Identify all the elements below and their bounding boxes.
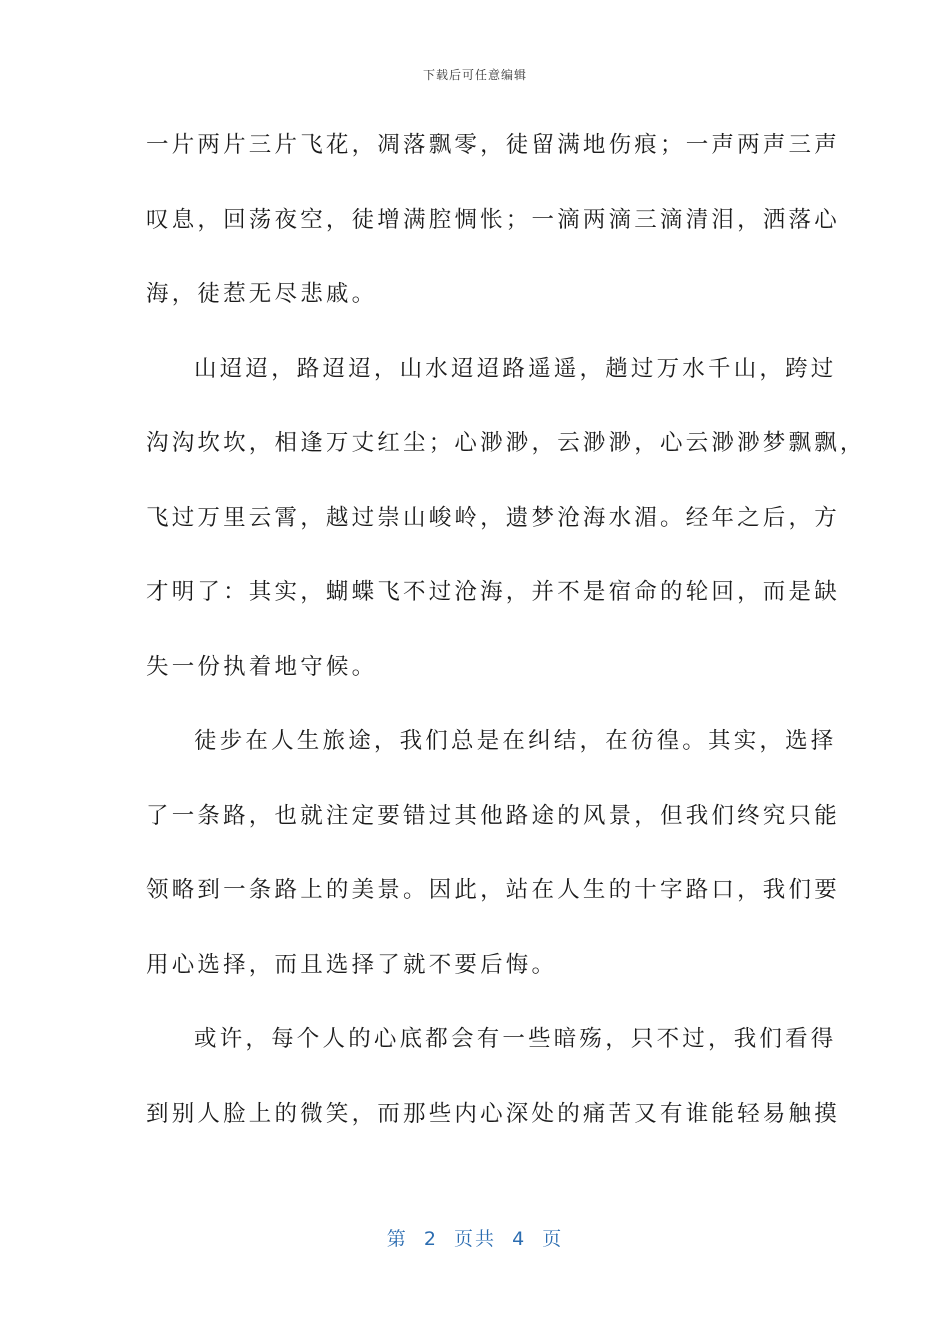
paragraph-3-line-2: 了一条路，也就注定要错过其他路途的风景，但我们终究只能 — [146, 802, 840, 829]
paragraph-3-line-1: 徒步在人生旅途，我们总是在纠结，在彷徨。其实，选择 — [194, 728, 837, 754]
paragraph-1-line-1: 一片两片三片飞花，凋落飘零，徒留满地伤痕；一声两声三声 — [146, 132, 840, 158]
page-number-footer: 第 2 页共 4 页 — [386, 1228, 564, 1250]
paragraph-2-line-2: 沟沟坎坎，相逢万丈红尘；心渺渺，云渺渺，心云渺渺梦飘飘， — [146, 430, 866, 456]
paragraph-2-line-3: 飞过万里云霄，越过崇山峻岭，遗梦沧海水湄。经年之后，方 — [146, 504, 840, 531]
paragraph-4-line-1: 或许，每个人的心底都会有一些暗殇，只不过，我们看得 — [194, 1026, 837, 1052]
document-body — [146, 118, 866, 1161]
paragraph-2-line-4: 才明了：其实，蝴蝶飞不过沧海，并不是宿命的轮回，而是缺 — [146, 579, 840, 605]
paragraph-1-line-3: 海，徒惹无尽悲戚。 — [146, 281, 378, 307]
paragraph-4-line-2: 到别人脸上的微笑，而那些内心深处的痛苦又有谁能轻易触摸 — [146, 1100, 840, 1127]
paragraph-2-line-5: 失一份执着地守候。 — [146, 653, 378, 680]
paragraph-3-line-4: 用心选择，而且选择了就不要后悔。 — [146, 951, 558, 978]
paragraph-3-line-3: 领略到一条路上的美景。因此，站在人生的十字路口，我们要 — [146, 877, 840, 903]
paragraph-2-line-1: 山迢迢，路迢迢，山水迢迢路遥遥，趟过万水千山，跨过 — [194, 355, 837, 382]
header-note: 下载后可任意编辑 — [422, 68, 527, 82]
paragraph-1-line-2: 叹息，回荡夜空，徒增满腔惆怅；一滴两滴三滴清泪，洒落心 — [146, 206, 840, 233]
